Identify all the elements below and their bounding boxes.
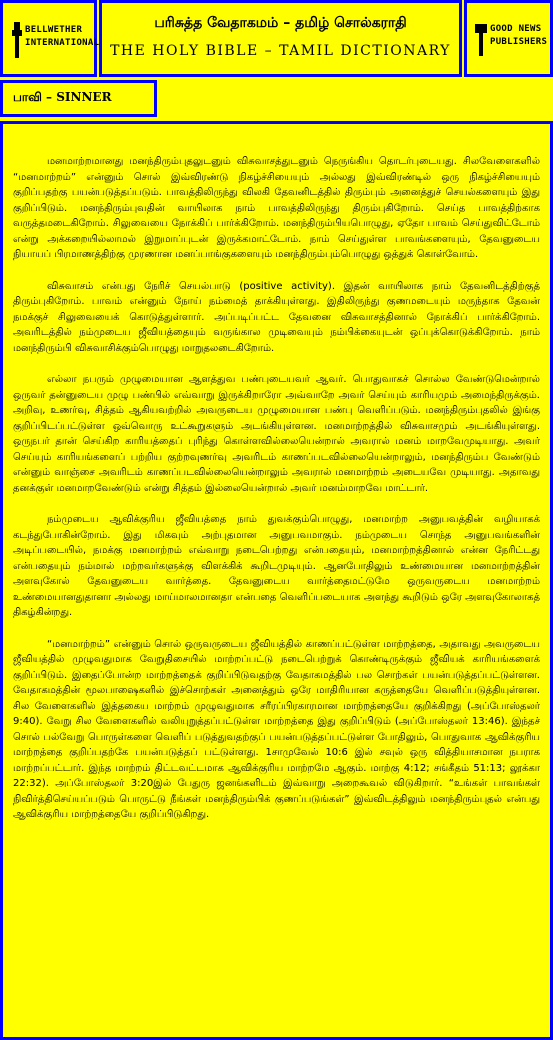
bellwether-logo-text bbox=[25, 24, 99, 50]
good-news-logo-text bbox=[490, 23, 547, 49]
entry-content bbox=[13, 154, 540, 839]
paragraph: விசுவாசம் என்பது நேரிச் செயல்பாடு (positive activity). இதன் வாயிலாக நாம் தேவனிடத்திற்குத் திரும்புகிறோம். பாவம் என்னும் நோய் நம்மைத் தாக்கியுள்ளது. இதிலிருந்து குணமடையும் மருந்தாக தேவன் நமக்குச் சிலுவையைக் கொடுத்துள்ளார். அப்படிப்பட்ட தேவனை விசுவாசத்தினால் நோக்கிப் பார்க்கிறோம். அவரிடத்தில் நம்முடைய ஜீவியத்தையும் வருங்கால முடிவையும் நம்பிக்கையுடன் ஒப்புக்கொடுக்கிறோம். நாம் மனந்திரும்பி விசுவாசிக்கும்பொழுது மாறுதலடைகிறோம். bbox=[13, 280, 540, 354]
entry-term: பாவி – SINNER bbox=[13, 90, 112, 104]
title-english: THE HOLY BIBLE – TAMIL DICTIONARY bbox=[110, 43, 451, 59]
paragraph: “மனமாற்றம்” என்னும் சொல் ஒருவருடைய ஜீவியத்தில் காணப்பட்டுள்ள மாற்றத்தை, அதாவது அவருடைய ஜீவியத்தில் முழுவதுமாக வேறுதிசையில் மாற்றப்பட்டு நடைபெற்றுக் கொண்டிருக்கும் ஜீவியக் காரியங்களைக் குறிப்பிடும். இதைப்போன்ற மாற்றத்தைக் குறிப்பிடுவதற்கு வேதாகமத்தில் பல சொற்கள் பயன்படுத்தப்பட்டுள்ளன. வேதாகமத்தின் மூலபாஷைகளில் இச்சொற்கள் அனைத்தும் ஒரே மாதிரியான கருத்தையே வெளிப்படுத்தியுள்ளன. சில வேளைகளில் இத்தகைய மாற்றம் முழுவதுமாக சரீரப்பிரகாரமான மாற்றத்தையே குறிக்கிறது (அப்போஸ்தலர் 9:40). வேறு சில வேளைகளில் வலியுறுத்தப்பட்டுள்ள மாற்றத்தை இது குறிப்பிடும் (அப்போஸ்தலர் 13:46). இந்தச் சொல் பல்வேறு பொருள்களை வெளிப் படுத்துவதற்குப் பயன்படுத்தப்பட்டுள்ள போதிலும், பொதுவாக ஆவிக்குரிய மாற்றத்தை குறிப்பதற்கே பயன்படுத்தப் பட்டுள்ளது. 1சாமுவேல் 10:6 இல் சவுல் ஒரு வித்தியாசமான நபராக மாற்றப்பட்டார். இந்த மாற்றம் திட்டவட்டமாக ஆவிக்குரிய மாற்றமே ஆகும். மாற்கு 4:12; சங்கீதம் 51:13; லூக்கா 22:32). அப்போஸ்தலர் 3:20இல் பேதுரு ஜனங்களிடம் இவ்வாறு அறைகூவல் விடுகிறார். “உங்கள் பாவங்கள் நிவிர்த்திசெய்யப்படும் பொருட்டு நீங்கள் மனந்திரும்பிக் குணப்படுங்கள்” இவ்விடத்திலும் மனந்திரும்புதல் என்பது ஆவிக்குரிய மாற்றத்தையே குறிப்பிடுகிறது. bbox=[13, 638, 540, 820]
book-icon bbox=[474, 22, 488, 58]
paragraph: மனமாற்றமானது மனந்திரும்புதலுடனும் விசுவாசத்துடனும் நெருங்கிய தொடர்புடையது. சிலவேளைகளில் “மனமாற்றம்” என்னும் சொல் இவ்விரண்டு நிகழ்ச்சியையும் அல்லது இவ்விரண்டில் ஒரு நிகழ்ச்சியையும் குறிப்பதற்கு பயன்படுத்தப்படும். பாவத்திலிருந்து விலகி தேவனிடத்தில் திரும்பும் அனைத்துச் செயல்களையும் இது குறிப்பிடும். மனந்திரும்புவதின் வாயிலாக நாம் பாவத்திலிருந்து திரும்புகிறோம். செய்த பாவத்திற்காக வருத்தமடைகிறோம். சிலுவையை நோக்கிப் பார்க்கிறோம். மனந்திரும்பியபொழுது, ஏதோ பாவம் செய்துவிட்டோம் என்று அக்கறையில்லாமல் இறுமாப்புடன் இருக்கமாட்டோம். நாம் செய்துள்ள பாவங்களையும், தேவனுடைய நியாயப் பிரமாணத்திற்கு முரணான மனப்பாங்குகளையும் மனந்திரும்பும்பொழுது ஒத்துக் கொள்வோம். bbox=[13, 156, 540, 260]
title-tamil: பரிசுத்த வேதாகமம் – தமிழ் சொல்கராதி bbox=[154, 15, 407, 31]
entry-term-box bbox=[0, 80, 157, 117]
good-news-logo bbox=[464, 0, 553, 77]
book-icon bbox=[11, 20, 23, 60]
logo-right-line2: PUBLISHERS bbox=[490, 37, 548, 47]
paragraph: நம்முடைய ஆவிக்குரிய ஜீவியத்தை நாம் துவக்கும்பொழுது, மனமாற்ற அனுபவத்தின் வழியாகக் கடந்துபோகின்றோம். இது மிகவும் அற்புதமான அனுபவமாகும். நம்முடைய சொந்த அனுபவங்களின் அடிப்படையில், நமக்கு மனமாற்றம் எவ்வாறு நடைபெற்றது என்பதையும், மனமாற்றத்தினால் என்ன நேரிட்டது என்பதையும் நம்மால் மற்றவர்களுக்கு விளக்கிக் கூறிடமுடியும். ஆனபோதிலும் உண்மையான மனமாற்றத்தின் அளவுகோல் தேவனுடைய வார்த்தை. தேவனுடைய வார்த்தைமட்டுமே ஒருவருடைய மனமாற்றம் உண்மையானதுதானா அல்லது மாய்மாலமானதா என்பதை வெளிப்படையாக அளந்து கூறிடும் ஒரே அளவுகோலாகத் திகழ்கின்றது. bbox=[13, 514, 540, 618]
entry-body bbox=[0, 121, 553, 1040]
logo-left-line1: BELLWETHER bbox=[25, 25, 83, 35]
logo-left-line2: INTERNATIONAL bbox=[25, 38, 100, 48]
dictionary-title-box bbox=[99, 0, 462, 77]
bellwether-logo bbox=[0, 0, 100, 77]
logo-right-line1: GOOD NEWS bbox=[490, 24, 542, 34]
paragraph: எல்லா நபரும் முழுமையான ஆளத்துவ பண்புடையவர் ஆவர். பொதுவாகச் சொல்ல வேண்டுமென்றால் ஒருவர் தன்னுடைய முழு பண்பில் எவ்வாறு இருக்கிறாரோ அவ்வாறே அவர் செய்யும் காரியமும் அமைந்திருக்கும். அறிவு, உணர்வு, சித்தம் ஆகியவற்றில் அவருடைய முழுமையான பண்பு வெளிப்படும். மனந்திரும்புதலில் இங்கு குறிப்பிடப்பட்டுள்ள ஒவ்வொரு உட்கூறுகளும் அடங்கியுள்ளன. மனமாற்றத்தில் விசுவாசமும் அடங்கியுள்ளது. ஒருநபர் தான் செய்கிற காரியத்தைப் புரிந்து கொள்ளவில்லையென்றால் அவரால் மனம் மாறவேமுடியாது. அவர் செய்யும் காரியங்களைப் பற்றிய குற்றவுணர்வு அவரிடம் காணப்படவில்லையென்றாலும், மனந்திரும்ப வேண்டும் என்னும் வாஞ்சை அவரிடம் காணப்படவில்லையென்றாலும் அவரால் மனமாற்றம் அடையவே முடியாது. அதாவது தனக்குள் மனமாறவேண்டும் என்று சித்தம் இல்லையென்றால் அவர் மனம்மாறவே மாட்டார். bbox=[13, 374, 540, 494]
